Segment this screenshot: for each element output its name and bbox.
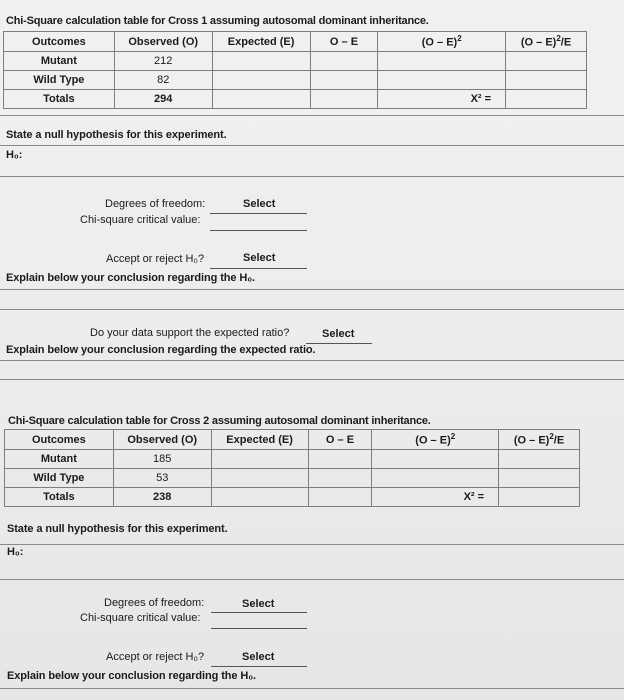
header-outcomes: Outcomes bbox=[4, 32, 115, 52]
header-o-minus-e: O – E bbox=[308, 430, 372, 450]
expected-wildtype-cell[interactable] bbox=[211, 469, 308, 488]
cross1-support-select[interactable]: Select bbox=[322, 328, 355, 340]
observed-mutant: 212 bbox=[114, 52, 212, 71]
divider bbox=[0, 289, 624, 290]
cross2-h0-label: H₀: bbox=[7, 546, 24, 558]
underline bbox=[210, 213, 307, 214]
o-minus-e-wildtype-cell[interactable] bbox=[310, 71, 378, 90]
underline bbox=[210, 268, 307, 269]
table-row bbox=[5, 450, 580, 469]
o-minus-e-mutant-cell[interactable] bbox=[308, 450, 372, 469]
header-o-minus-e-squared: (O – E)$^2$ bbox=[372, 430, 499, 450]
o-minus-e-sq-wildtype-cell[interactable] bbox=[378, 71, 506, 90]
header-o-minus-e: O – E bbox=[310, 32, 378, 52]
cross1-accept-select[interactable]: Select bbox=[243, 252, 276, 264]
expected-totals-cell[interactable] bbox=[212, 90, 310, 109]
expected-mutant-cell[interactable] bbox=[211, 450, 308, 469]
table-row bbox=[5, 469, 580, 488]
o-minus-e-mutant-cell[interactable] bbox=[310, 52, 378, 71]
cross1-explain-h0: Explain below your conclusion regarding the H₀. bbox=[6, 272, 256, 284]
row-label-mutant: Mutant bbox=[4, 52, 115, 71]
observed-mutant: 185 bbox=[113, 450, 211, 469]
o-minus-e-totals-cell[interactable] bbox=[308, 488, 372, 507]
o-minus-e-sq-mutant-cell[interactable] bbox=[378, 52, 506, 71]
chi-square-total-cell[interactable] bbox=[506, 90, 587, 109]
cross1-explain-ratio: Explain below your conclusion regarding the expected ratio. bbox=[6, 344, 316, 356]
cross2-critical-input[interactable] bbox=[211, 628, 307, 629]
underline bbox=[211, 666, 307, 667]
cross1-explain-h0-answer-line[interactable] bbox=[0, 309, 624, 310]
observed-wildtype: 53 bbox=[113, 469, 211, 488]
cross1-critical-label: Chi-square critical value: bbox=[80, 214, 201, 226]
cross1-accept-label: Accept or reject H₀? bbox=[106, 253, 205, 265]
o-minus-e-totals-cell[interactable] bbox=[310, 90, 378, 109]
chi-square-total-cell[interactable] bbox=[499, 488, 580, 507]
divider bbox=[0, 544, 624, 545]
cross2-caption: Chi-Square calculation table for Cross 2 assuming autosomal dominant inheritance. bbox=[8, 415, 431, 427]
row-label-wildtype: Wild Type bbox=[4, 71, 115, 90]
chi-square-label: X² = bbox=[378, 90, 506, 109]
header-expected: Expected (E) bbox=[211, 430, 308, 450]
observed-totals: 294 bbox=[114, 90, 212, 109]
cross1-null-prompt: State a null hypothesis for this experiment. bbox=[6, 129, 227, 141]
cross2-df-select[interactable]: Select bbox=[242, 598, 275, 610]
cross2-explain-h0: Explain below your conclusion regarding the H₀. bbox=[7, 670, 257, 682]
chi-part-mutant-cell[interactable] bbox=[506, 52, 587, 71]
expected-totals-cell[interactable] bbox=[211, 488, 308, 507]
header-expected: Expected (E) bbox=[212, 32, 310, 52]
row-label-totals: Totals bbox=[4, 90, 115, 109]
chi-part-mutant-cell[interactable] bbox=[499, 450, 580, 469]
o-minus-e-sq-mutant-cell[interactable] bbox=[372, 450, 499, 469]
cross2-null-prompt: State a null hypothesis for this experiment. bbox=[7, 523, 228, 535]
divider bbox=[0, 145, 624, 146]
cross1-critical-input[interactable] bbox=[210, 230, 307, 231]
divider bbox=[0, 360, 624, 361]
divider bbox=[0, 579, 624, 580]
expected-wildtype-cell[interactable] bbox=[212, 71, 310, 90]
cross2-explain-h0-answer-line[interactable] bbox=[0, 688, 624, 689]
chi-part-wildtype-cell[interactable] bbox=[499, 469, 580, 488]
header-o-minus-e-squared-over-e: (O – E)$^2$/E bbox=[506, 32, 587, 52]
cross1-chi-table bbox=[3, 31, 587, 109]
header-observed: Observed (O) bbox=[114, 32, 212, 52]
chi-square-label: X² = bbox=[372, 488, 499, 507]
cross2-accept-select[interactable]: Select bbox=[242, 651, 275, 663]
cross1-explain-ratio-answer-line[interactable] bbox=[0, 379, 624, 380]
header-outcomes: Outcomes bbox=[5, 430, 114, 450]
cross1-df-select[interactable]: Select bbox=[243, 198, 276, 210]
o-minus-e-sq-wildtype-cell[interactable] bbox=[372, 469, 499, 488]
observed-totals: 238 bbox=[113, 488, 211, 507]
divider bbox=[0, 115, 624, 116]
expected-mutant-cell[interactable] bbox=[212, 52, 310, 71]
chi-part-wildtype-cell[interactable] bbox=[506, 71, 587, 90]
cross1-h0-label: H₀: bbox=[6, 149, 23, 161]
header-o-minus-e-squared-over-e: (O – E)$^2$/E bbox=[499, 430, 580, 450]
row-label-totals: Totals bbox=[5, 488, 114, 507]
table-row bbox=[5, 488, 580, 507]
cross2-chi-table bbox=[4, 429, 580, 507]
cross1-support-label: Do your data support the expected ratio? bbox=[90, 327, 290, 339]
cross2-accept-label: Accept or reject H₀? bbox=[106, 651, 205, 663]
cross1-caption: Chi-Square calculation table for Cross 1 assuming autosomal dominant inheritance. bbox=[6, 15, 429, 27]
cross2-df-label: Degrees of freedom: bbox=[104, 597, 205, 609]
header-o-minus-e-squared: (O – E)$^2$ bbox=[378, 32, 506, 52]
divider bbox=[0, 176, 624, 177]
row-label-wildtype: Wild Type bbox=[5, 469, 114, 488]
table-row bbox=[4, 71, 587, 90]
observed-wildtype: 82 bbox=[114, 71, 212, 90]
cross1-df-label: Degrees of freedom: bbox=[105, 198, 206, 210]
row-label-mutant: Mutant bbox=[5, 450, 114, 469]
table-row bbox=[4, 52, 587, 71]
header-observed: Observed (O) bbox=[113, 430, 211, 450]
underline bbox=[211, 612, 307, 613]
cross2-critical-label: Chi-square critical value: bbox=[80, 612, 201, 624]
table-row bbox=[4, 90, 587, 109]
table-header-row bbox=[5, 430, 580, 450]
table-header-row bbox=[4, 32, 587, 52]
o-minus-e-wildtype-cell[interactable] bbox=[308, 469, 372, 488]
